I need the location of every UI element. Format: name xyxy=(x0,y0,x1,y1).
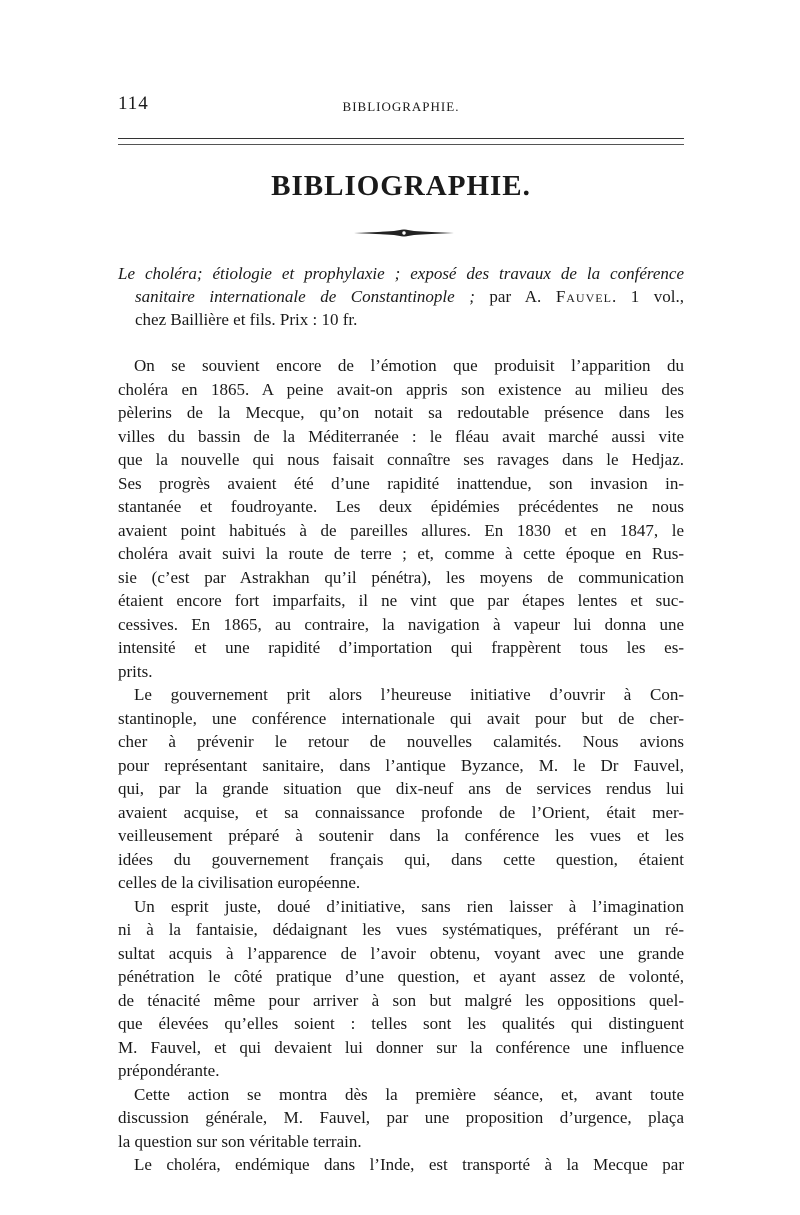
reference-line xyxy=(118,308,684,331)
text-line: idées du gouvernement français qui, dans cette question, étaient xyxy=(118,849,684,869)
reference-publisher: chez Baillière et fils. Prix : 10 fr. xyxy=(135,310,358,329)
text-line: prépondérante. xyxy=(118,1061,220,1080)
paragraph xyxy=(118,895,684,1083)
text-line: la question sur son véritable terrain. xyxy=(118,1131,362,1151)
text-line: cessives. En 1865, au contraire, la navigation à vapeur lui donna une xyxy=(118,614,684,634)
text-line: celles de la civilisation européenne. xyxy=(118,873,361,892)
reference-author: Fauvel xyxy=(555,287,612,306)
text-line: stantanée et foudroyante. Les deux épidémies précédentes ne nous xyxy=(118,497,684,516)
text-line: Ses progrès avaient été d’une rapidité inattendue, son invasion in- xyxy=(118,473,684,493)
text-line: discussion générale, M. Fauvel, par une proposition d’urgence, plaça xyxy=(118,1108,684,1127)
paragraph xyxy=(118,1153,684,1177)
text-line: veilleusement préparé à soutenir dans la conférence les vues et les xyxy=(118,826,684,845)
header-rule xyxy=(118,138,684,145)
text-line: sie (c’est par Astrakhan qu’il pénétra), les moyens de communication xyxy=(118,567,684,587)
text-line: que élevées qu’elles soient : telles sont les qualités qui distinguent xyxy=(118,1014,684,1033)
text-line: M. Fauvel, et qui devaient lui donner sur la conférence une influence xyxy=(118,1037,684,1057)
text-line: cher à prévenir le retour de nouvelles calamités. Nous avions xyxy=(118,732,684,751)
text-line: de ténacité même pour arriver à son but malgré les oppositions quel- xyxy=(118,990,684,1010)
running-head: BIBLIOGRAPHIE. xyxy=(342,99,460,114)
text-line: pèlerins de la Mecque, qu’on notait sa redoutable présence dans les xyxy=(118,403,684,422)
text-line: Cette action se montra dès la première séance, et, avant toute xyxy=(134,1084,684,1104)
section-title: BIBLIOGRAPHIE. xyxy=(271,170,531,202)
text-line: qui, par la grande situation que dix-neuf ans de services rendus lui xyxy=(118,779,684,798)
reference-volume: . 1 vol., xyxy=(611,287,684,306)
paragraph xyxy=(118,683,684,895)
body-text xyxy=(118,354,684,1177)
text-line: On se souvient encore de l’émotion que produisit l’apparition du xyxy=(134,356,684,375)
text-line: étaient encore fort imparfaits, il ne vint que par étapes lentes et suc- xyxy=(118,591,684,610)
reference-line xyxy=(118,262,684,285)
text-line: sultat acquis à l’apparence de l’avoir obtenu, voyant avec une grande xyxy=(118,943,684,963)
ornament-divider-icon xyxy=(354,229,454,237)
text-line: choléra avait suivi la route de terre ; et, comme à cette époque en Rus- xyxy=(118,544,684,563)
reference-title-part2: sanitaire internationale de Constantinople ; xyxy=(135,287,475,306)
text-line: stantinople, une conférence internationale qui avait pour but de cher- xyxy=(118,708,684,728)
page-number: 114 xyxy=(118,93,149,114)
text-line: Le choléra, endémique dans l’Inde, est transporté à la Mecque par xyxy=(134,1155,684,1174)
text-line: avaient acquise, et sa connaissance profonde de l’Orient, était mer- xyxy=(118,802,684,822)
text-line: pour représentant sanitaire, dans l’antique Byzance, M. le Dr Fauvel, xyxy=(118,755,684,775)
text-line: avaient point habitués à de pareilles allures. En 1830 et en 1847, le xyxy=(118,520,684,540)
text-line: choléra en 1865. A peine avait-on appris son existence au milieu des xyxy=(118,379,684,399)
paragraph xyxy=(118,1083,684,1154)
text-line: prits. xyxy=(118,661,153,681)
text-line: villes du bassin de la Méditerranée : le fléau avait marché aussi vite xyxy=(118,426,684,446)
text-line: que la nouvelle qui nous faisait connaître ses ravages dans le Hedjaz. xyxy=(118,450,684,469)
text-line: pénétration le côté pratique d’une question, et ayant assez de volonté, xyxy=(118,967,684,986)
page-header xyxy=(118,93,684,117)
reference-title-part1: Le choléra; étiologie et prophylaxie ; exposé des travaux de la conférence xyxy=(118,264,684,283)
text-line: ni à la fantaisie, dédaignant les vues systématiques, préférant un ré- xyxy=(118,920,684,939)
reference-line xyxy=(118,285,684,308)
text-line: intensité et une rapidité d’importation qui frappèrent tous les es- xyxy=(118,638,684,657)
text-line: Un esprit juste, doué d’initiative, sans rien laisser à l’imagination xyxy=(134,896,684,916)
bibliographic-reference xyxy=(118,262,684,331)
paragraph xyxy=(118,354,684,683)
text-line: Le gouvernement prit alors l’heureuse initiative d’ouvrir à Con- xyxy=(134,685,684,704)
reference-par: par A. xyxy=(474,287,556,306)
